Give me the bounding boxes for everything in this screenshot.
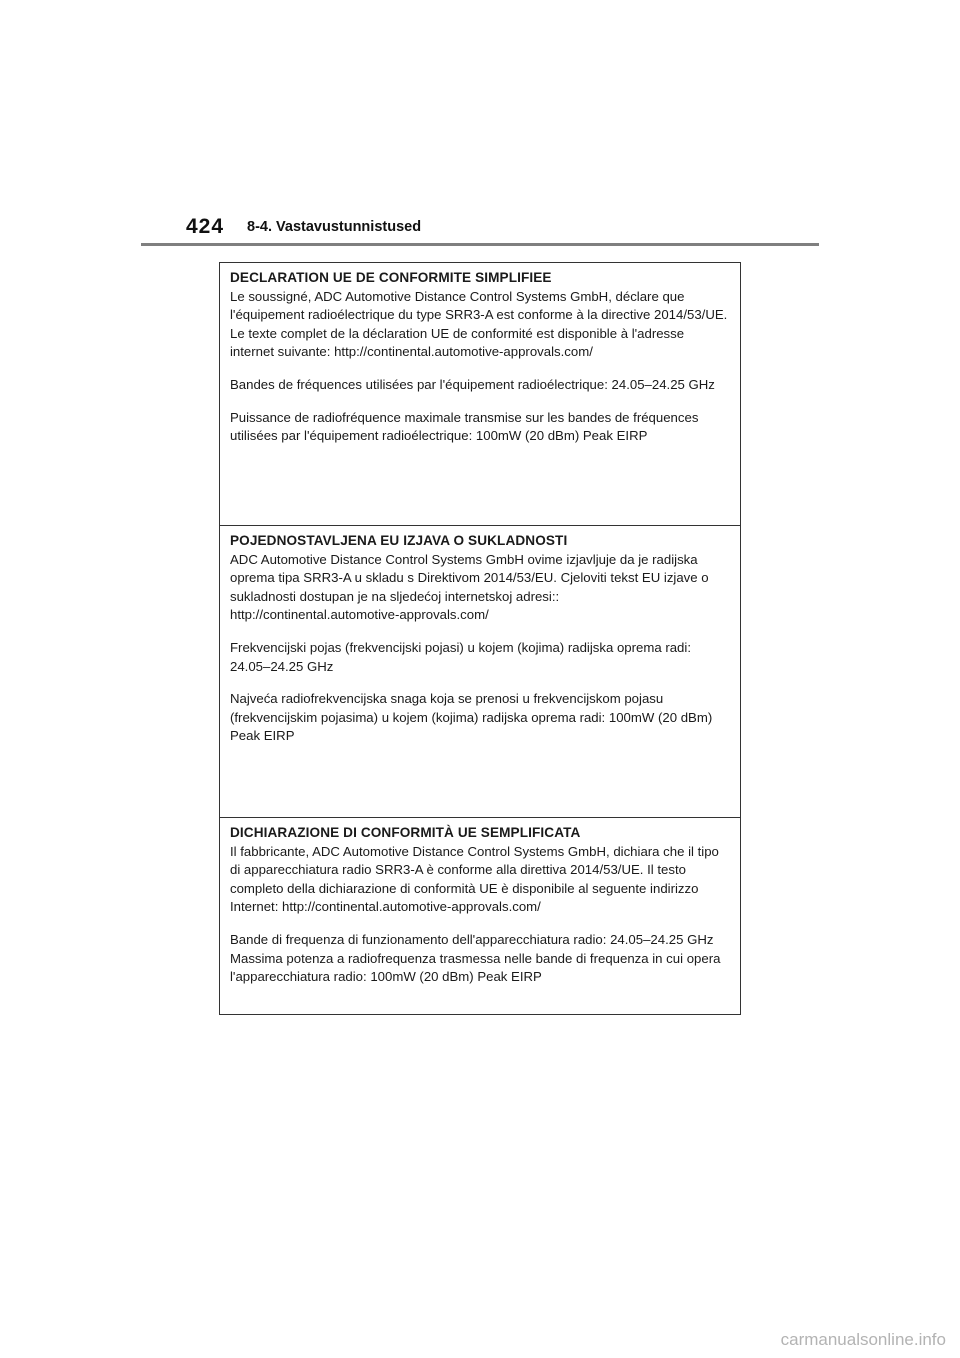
declaration-heading: POJEDNOSTAVLJENA EU IZJAVA O SUKLADNOSTI <box>230 533 568 548</box>
page-number: 424 <box>186 215 225 238</box>
declaration-heading: DICHIARAZIONE DI CONFORMITÀ UE SEMPLIFICATA <box>230 825 581 840</box>
watermark: carmanualsonline.info <box>780 1330 946 1349</box>
declaration-paragraph: Massima potenza a radiofrequenza trasmessa nelle bande di frequenza in cui opera l'apparecchiatura radio: 100mW (20 dBm) Peak EIRP <box>230 950 721 985</box>
declaration-italian <box>220 817 740 1014</box>
declaration-croatian <box>220 525 740 817</box>
declaration-box <box>219 262 741 1015</box>
declaration-paragraph: Il fabbricante, ADC Automotive Distance Control Systems GmbH, dichiara che il tipo di apparecchiatura radio SRR3-A è conforme alla direttiva 2014/53/UE. Il testo completo della dichiarazione di conformità UE è disponibile al seguente indirizzo Internet: http://continental.automotive-approvals.com/ <box>230 843 719 915</box>
declaration-french <box>220 263 740 525</box>
header-divider <box>141 243 819 246</box>
declaration-paragraph: Le soussigné, ADC Automotive Distance Control Systems GmbH, déclare que l'équipement radioélectrique du type SRR3-A est conforme à la directive 2014/53/UE. Le texte complet de la déclaration UE de conformité est disponible à l'adresse internet suivante: http://continental.automotive-approvals.com/ <box>230 288 728 360</box>
declaration-heading: DECLARATION UE DE CONFORMITE SIMPLIFIEE <box>230 270 552 285</box>
declaration-paragraph: Bandes de fréquences utilisées par l'équipement radioélectrique: 24.05–24.25 GHz <box>230 376 715 392</box>
declaration-paragraph: Bande di frequenza di funzionamento dell'apparecchiatura radio: 24.05–24.25 GHz <box>230 931 714 947</box>
declaration-paragraph: ADC Automotive Distance Control Systems GmbH ovime izjavljuje da je radijska oprema tipa SRR3-A u skladu s Direktivom 2014/53/EU. Cjeloviti tekst EU izjave o sukladnosti dostupan je na sljedećoj internetskoj adresi:: http://continental.automotive-approvals.com/ <box>230 551 709 623</box>
declaration-paragraph: Frekvencijski pojas (frekvencijski pojasi) u kojem (kojima) radijska oprema radi: 24.05–24.25 GHz <box>230 639 691 674</box>
declaration-paragraph: Puissance de radiofréquence maximale transmise sur les bandes de fréquences utilisées par l'équipement radioélectrique: 100mW (20 dBm) Peak EIRP <box>230 409 699 444</box>
declaration-paragraph: Najveća radiofrekvencijska snaga koja se prenosi u frekvencijskom pojasu (frekvencijskim pojasima) u kojem (kojima) radijska oprema radi: 100mW (20 dBm) Peak EIRP <box>230 691 713 744</box>
section-title: 8-4. Vastavustunnistused <box>247 219 422 235</box>
